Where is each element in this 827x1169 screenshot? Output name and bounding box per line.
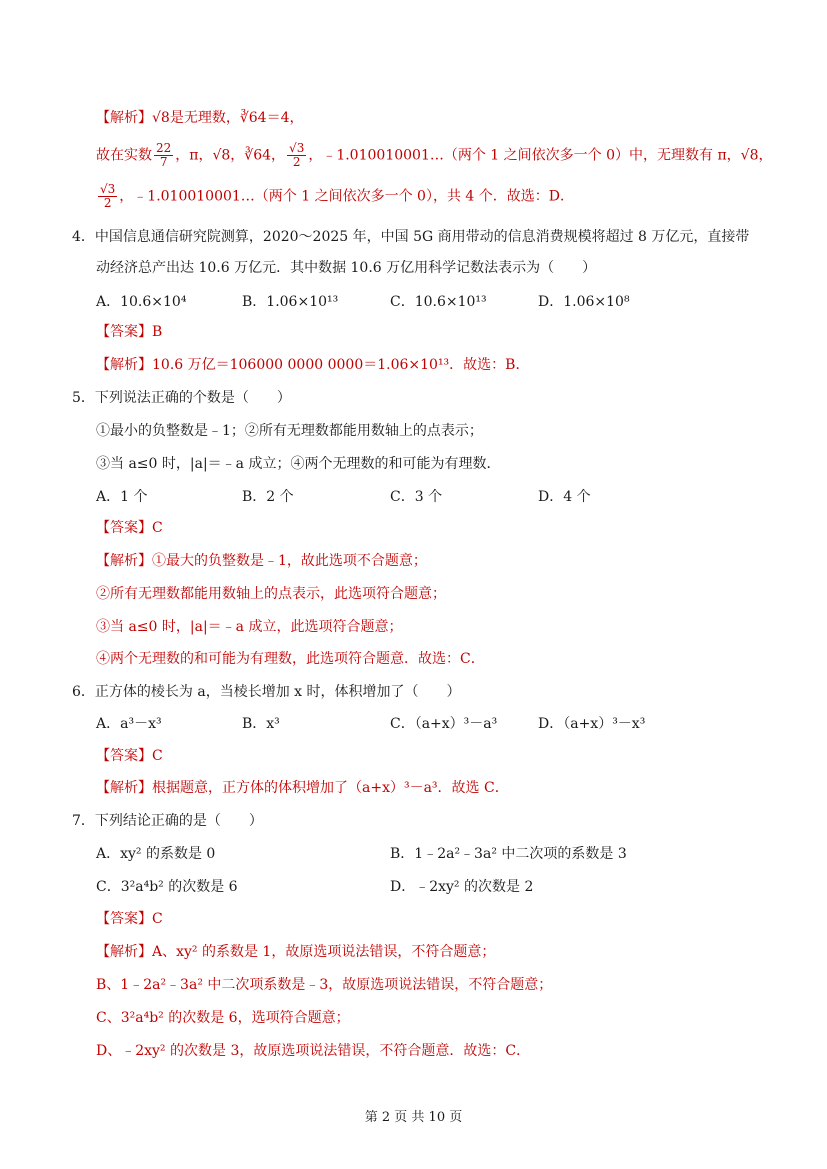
- q6-option-a: A．a³－x³: [96, 716, 162, 732]
- q5-stem: 5．下列说法正确的个数是（ ）: [72, 390, 291, 406]
- q5-explanation-1: 【解析】①最大的负整数是﹣1，故此选项不合题意；: [96, 553, 427, 569]
- fraction-22-7: $\frac{22}{7}$: [156, 141, 172, 169]
- q6-stem: 6．正方体的棱长为 a，当棱长增加 x 时，体积增加了（ ）: [72, 684, 461, 700]
- q4-answer: 【答案】B: [96, 324, 163, 340]
- fraction-sqrt3-2: $\frac{√3}{2}$: [100, 182, 116, 210]
- q5-answer: 【答案】C: [96, 520, 163, 536]
- q7-option-b: B．1﹣2a²﹣3a² 中二次项的系数是 3: [390, 846, 627, 862]
- q4-explanation: 【解析】10.6 万亿＝106000 0000 0000＝1.06×10¹³．故选：B．: [96, 357, 530, 373]
- q4-option-c: C．10.6×10¹³: [390, 294, 487, 310]
- q4-stem-line-1: 4．中国信息通信研究院测算，2020～2025 年，中国 5G 商用带动的信息消费规模将超过 8 万亿元，直接带: [72, 229, 750, 245]
- q5-option-c: C．3 个: [390, 489, 443, 505]
- q4-option-d: D．1.06×10⁸: [538, 294, 630, 310]
- q5-option-a: A．1 个: [96, 489, 148, 505]
- q7-explanation-2: B、1﹣2a²﹣3a² 中二次项系数是﹣3，故原选项说法错误，不符合题意；: [96, 977, 553, 993]
- q3-explanation-line-2: 故在实数 $\frac{22}{7}$ ，π，√8，∛64， $\frac{√3}{2}$ ，﹣1.010010001…（两个 1 之间依次多一个 0）中，无理数有 π，√8，: [96, 141, 773, 169]
- q4-stem-line-2: 动经济总产出达 10.6 万亿元．其中数据 10.6 万亿用科学记数法表示为（ ）: [96, 260, 597, 276]
- q3-explanation-line-3: $\frac{√3}{2}$ ，﹣1.010010001…（两个 1 之间依次多一个 0），共 4 个．故选：D．: [100, 182, 574, 210]
- q6-explanation: 【解析】根据题意，正方体的体积增加了（a+x）³－a³．故选 C．: [96, 780, 509, 796]
- q7-explanation-4: D、﹣2xy² 的次数是 3，故原选项说法错误，不符合题意．故选：C．: [96, 1043, 531, 1059]
- q3-explanation-line-1: 【解析】√8是无理数，∛64＝4，: [96, 110, 304, 126]
- q5-option-d: D．4 个: [538, 489, 591, 505]
- q7-stem: 7．下列结论正确的是（ ）: [72, 813, 263, 829]
- q5-statement-1: ①最小的负整数是﹣1；②所有无理数都能用数轴上的点表示；: [96, 423, 483, 439]
- q5-statement-2: ③当 a≤0 时，|a|＝﹣a 成立；④两个无理数的和可能为有理数．: [96, 456, 501, 472]
- q6-answer: 【答案】C: [96, 748, 163, 764]
- q6-option-b: B．x³: [242, 716, 280, 732]
- q5-explanation-2: ②所有无理数都能用数轴上的点表示，此选项符合题意；: [96, 586, 446, 602]
- q5-explanation-4: ④两个无理数的和可能为有理数，此选项符合题意．故选：C．: [96, 651, 485, 667]
- q5-option-b: B．2 个: [242, 489, 294, 505]
- page-footer: 第 2 页 共 10 页: [364, 1110, 463, 1125]
- q7-option-a: A．xy² 的系数是 0: [96, 846, 216, 862]
- q4-option-b: B．1.06×10¹³: [242, 294, 339, 310]
- q7-option-c: C．3²a⁴b² 的次数是 6: [96, 879, 238, 895]
- q4-option-a: A．10.6×10⁴: [96, 294, 187, 310]
- fraction-sqrt3-2: $\frac{√3}{2}$: [289, 141, 305, 169]
- q7-explanation-3: C、3²a⁴b² 的次数是 6，选项符合题意；: [96, 1010, 350, 1026]
- q6-option-c: C．（a+x）³－a³: [390, 716, 498, 732]
- q6-option-d: D．（a+x）³－x³: [538, 716, 646, 732]
- q7-answer: 【答案】C: [96, 911, 163, 927]
- q5-explanation-3: ③当 a≤0 时，|a|＝﹣a 成立，此选项符合题意；: [96, 619, 403, 635]
- q7-explanation-1: 【解析】A、xy² 的系数是 1，故原选项说法错误，不符合题意；: [96, 944, 496, 960]
- q7-option-d: D．﹣2xy² 的次数是 2: [390, 879, 534, 895]
